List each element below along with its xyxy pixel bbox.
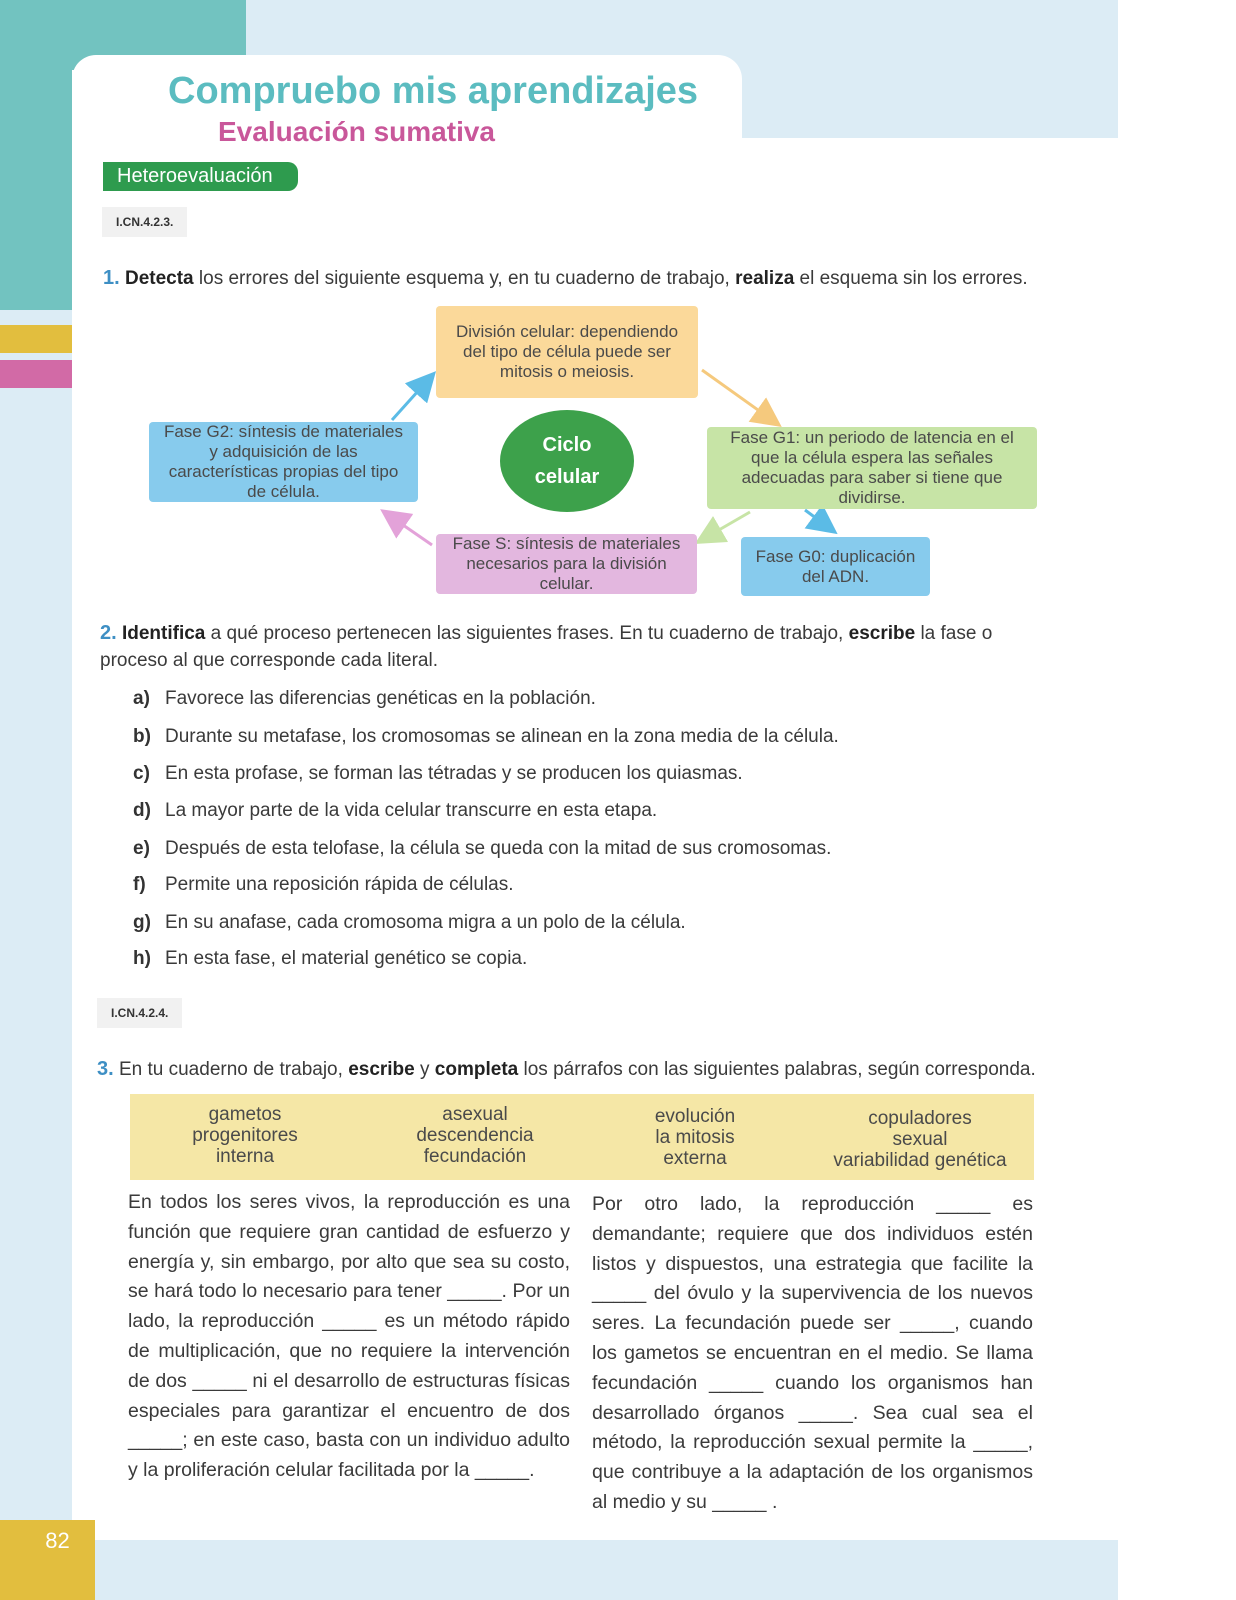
item-text: En esta fase, el material genético se copia. bbox=[165, 948, 528, 969]
question-text: el esquema sin los errores. bbox=[794, 268, 1028, 289]
question-text: En tu cuaderno de trabajo, bbox=[118, 1059, 349, 1080]
item-text: En su anafase, cada cromosoma migra a un polo de la célula. bbox=[165, 912, 686, 933]
question-text: y bbox=[414, 1059, 435, 1080]
word: evolución bbox=[654, 1106, 736, 1127]
fase-s-box: Fase S: síntesis de materiales necesarios para la división celular. bbox=[436, 534, 697, 594]
item-letter: e) bbox=[133, 838, 150, 859]
verb: realiza bbox=[735, 268, 795, 289]
question-text: los párrafos con las siguientes palabras, según corresponda. bbox=[518, 1059, 1036, 1080]
fase-g2-box: Fase G2: síntesis de materiales y adquisición de las características propias del tipo de célula. bbox=[149, 422, 418, 502]
item-letter: f) bbox=[133, 874, 146, 895]
word: externa bbox=[663, 1148, 727, 1169]
list-item bbox=[133, 948, 527, 970]
paragraph-left: En todos los seres vivos, la reproducción es una función que requiere gran cantidad de esfuerzo y energía y, sin embargo, por alto que sea su costo, se hará todo lo necesario para tener _____. Por un lado, la reproducción _____ es un método rápido de multiplicación, que no requiere la intervención de dos _____ ni el desarrollo de estructuras físicas especiales para garantizar el encuentro de dos _____; en este caso, basta con un individuo adulto y la proliferación celular facilitada por la _____. bbox=[128, 1191, 570, 1482]
word-column bbox=[410, 1104, 540, 1167]
word: fecundación bbox=[423, 1146, 527, 1167]
item-text: Favorece las diferencias genéticas en la población. bbox=[165, 688, 596, 709]
item-letter: h) bbox=[133, 948, 151, 969]
list-item bbox=[133, 838, 831, 860]
circle-label: Ciclo bbox=[542, 434, 592, 456]
word: progenitores bbox=[192, 1125, 298, 1146]
question-text: la fase o proceso al que corresponde cada literal. bbox=[100, 623, 993, 671]
question-3 bbox=[97, 1056, 1057, 1083]
item-text: Después de esta telofase, la célula se queda con la mitad de sus cromosomas. bbox=[165, 838, 832, 859]
paragraph-right: Por otro lado, la reproducción _____ es demandante; requiere que dos individuos estén listos y dispuestos, una estrategia que facilite la _____ del óvulo y la supervivencia de los nuevos seres. La fecundación puede ser _____, cuando los gametos se encuentran en el medio. Se llama fecundación _____ cuando los organismos han desarrollado órganos _____. Sea cual sea el método, la reproducción sexual permite la _____, que contribuye a la adaptación de los organismos al medio y su _____ . bbox=[592, 1193, 1033, 1513]
item-text: La mayor parte de la vida celular transcurre en esta etapa. bbox=[165, 800, 658, 821]
question-text: a qué proceso pertenecen las siguientes frases. En tu cuaderno de trabajo, bbox=[205, 623, 849, 644]
item-text: Permite una reposición rápida de células. bbox=[165, 874, 514, 895]
fase-g0-box: Fase G0: duplicación del ADN. bbox=[741, 537, 930, 596]
word: la mitosis bbox=[655, 1127, 735, 1148]
word: gametos bbox=[208, 1104, 282, 1125]
item-text: En esta profase, se forman las tétradas y se producen los quiasmas. bbox=[165, 763, 743, 784]
item-text: Durante su metafase, los cromosomas se alinean en la zona media de la célula. bbox=[165, 726, 839, 747]
verb: escribe bbox=[848, 623, 916, 644]
question-2 bbox=[100, 620, 1045, 674]
ciclo-celular-circle bbox=[500, 410, 634, 512]
list-item bbox=[133, 800, 657, 822]
word-column bbox=[825, 1108, 1015, 1171]
item-letter: a) bbox=[133, 688, 150, 709]
word: copuladores bbox=[868, 1108, 972, 1129]
item-letter: d) bbox=[133, 800, 151, 821]
list-item bbox=[133, 763, 743, 785]
item-letter: c) bbox=[133, 763, 150, 784]
section-tag: Heteroevaluación bbox=[103, 162, 298, 191]
question-number: 2. bbox=[100, 622, 117, 644]
word: variabilidad genética bbox=[833, 1150, 1007, 1171]
circle-label: celular bbox=[534, 466, 600, 488]
word: interna bbox=[215, 1146, 275, 1167]
word: asexual bbox=[442, 1104, 508, 1125]
page-subtitle: Evaluación sumativa bbox=[218, 116, 496, 147]
indicator-code: I.CN.4.2.3. bbox=[102, 207, 187, 237]
fase-g1-box: Fase G1: un periodo de latencia en el que la célula espera las señales adecuadas para saber si tiene que dividirse. bbox=[707, 427, 1037, 509]
question-number: 3. bbox=[97, 1058, 114, 1080]
word-bank bbox=[130, 1094, 1034, 1180]
word-column bbox=[190, 1104, 300, 1167]
verb: Identifica bbox=[121, 623, 206, 644]
word: sexual bbox=[892, 1129, 948, 1150]
list-item bbox=[133, 688, 596, 710]
verb: escribe bbox=[348, 1059, 415, 1080]
indicator-code: I.CN.4.2.4. bbox=[97, 998, 182, 1028]
list-item bbox=[133, 912, 686, 934]
division-celular-box: División celular: dependiendo del tipo de célula puede ser mitosis o meiosis. bbox=[436, 306, 698, 398]
question-text: los errores del siguiente esquema y, en tu cuaderno de trabajo, bbox=[193, 268, 736, 289]
item-letter: b) bbox=[133, 726, 151, 747]
verb: completa bbox=[434, 1059, 519, 1080]
item-letter: g) bbox=[133, 912, 151, 933]
word-column bbox=[640, 1106, 750, 1169]
footer-band bbox=[72, 1540, 1118, 1600]
list-item bbox=[133, 726, 839, 748]
list-item bbox=[133, 874, 514, 896]
verb: Detecta bbox=[124, 268, 194, 289]
page-title: Compruebo mis aprendizajes bbox=[168, 70, 699, 112]
word: descendencia bbox=[416, 1125, 534, 1146]
page-number: 82 bbox=[45, 1528, 70, 1553]
question-number: 1. bbox=[103, 267, 120, 289]
